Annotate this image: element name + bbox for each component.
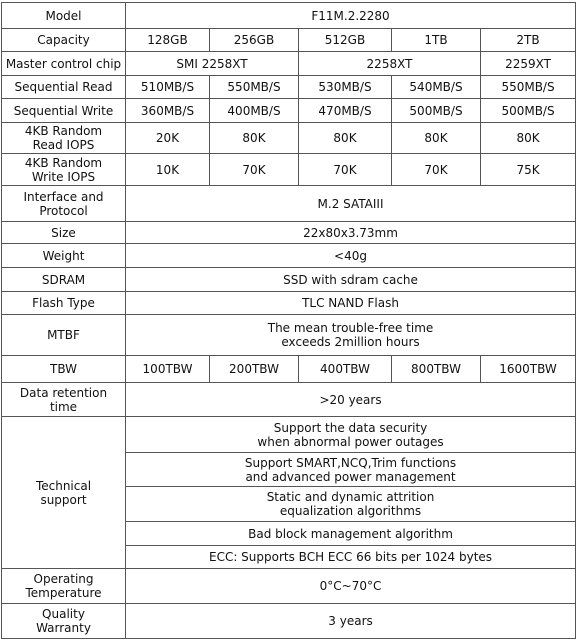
label-tech: Technical support	[2, 417, 126, 569]
row-tech-1	[2, 417, 576, 453]
tech-item: ECC: Supports BCH ECC 66 bits per 1024 bytes	[126, 546, 576, 569]
seq-write-cell: 470MB/S	[299, 99, 392, 123]
label-controller: Master control chip	[2, 52, 126, 76]
label-weight: Weight	[2, 244, 126, 268]
controller-cell: 2259XT	[481, 52, 576, 76]
row-rand-write	[2, 154, 576, 186]
rand-write-cell: 70K	[299, 154, 392, 186]
rand-write-cell: 70K	[210, 154, 299, 186]
tbw-cell: 100TBW	[126, 356, 210, 383]
value-warranty: 3 years	[126, 604, 576, 639]
value-model: F11M.2.2280	[126, 3, 576, 29]
controller-cell: SMI 2258XT	[126, 52, 299, 76]
label-tbw: TBW	[2, 356, 126, 383]
row-tbw	[2, 356, 576, 383]
capacity-cell: 512GB	[299, 29, 392, 52]
seq-read-cell: 540MB/S	[392, 76, 481, 99]
value-flash: TLC NAND Flash	[126, 292, 576, 315]
tech-item: Support SMART,NCQ,Trim functions and advanced power management	[126, 453, 576, 487]
controller-cell: 2258XT	[299, 52, 481, 76]
row-rand-read	[2, 123, 576, 154]
value-sdram: SSD with sdram cache	[126, 268, 576, 292]
label-model: Model	[2, 3, 126, 29]
row-temp	[2, 569, 576, 604]
tech-item: Static and dynamic attrition equalization algorithms	[126, 487, 576, 522]
row-warranty	[2, 604, 576, 639]
label-sdram: SDRAM	[2, 268, 126, 292]
row-sdram	[2, 268, 576, 292]
rand-read-cell: 80K	[392, 123, 481, 154]
value-weight: <40g	[126, 244, 576, 268]
label-flash: Flash Type	[2, 292, 126, 315]
seq-read-cell: 550MB/S	[210, 76, 299, 99]
row-retention	[2, 383, 576, 417]
label-seq-read: Sequential Read	[2, 76, 126, 99]
label-interface: Interface and Protocol	[2, 186, 126, 222]
tbw-cell: 800TBW	[392, 356, 481, 383]
tech-item: Support the data security when abnormal power outages	[126, 417, 576, 453]
value-size: 22x80x3.73mm	[126, 222, 576, 244]
row-controller	[2, 52, 576, 76]
label-seq-write: Sequential Write	[2, 99, 126, 123]
row-seq-read	[2, 76, 576, 99]
rand-write-cell: 70K	[392, 154, 481, 186]
label-size: Size	[2, 222, 126, 244]
seq-read-cell: 550MB/S	[481, 76, 576, 99]
row-weight	[2, 244, 576, 268]
tbw-cell: 200TBW	[210, 356, 299, 383]
value-temp: 0°C~70°C	[126, 569, 576, 604]
rand-read-cell: 80K	[481, 123, 576, 154]
seq-read-cell: 510MB/S	[126, 76, 210, 99]
label-rand-write: 4KB Random Write IOPS	[2, 154, 126, 186]
label-capacity: Capacity	[2, 29, 126, 52]
rand-read-cell: 80K	[210, 123, 299, 154]
label-warranty: Quality Warranty	[2, 604, 126, 639]
tech-item: Bad block management algorithm	[126, 522, 576, 546]
value-mtbf: The mean trouble-free time exceeds 2million hours	[126, 315, 576, 356]
label-mtbf: MTBF	[2, 315, 126, 356]
spec-table	[1, 2, 576, 639]
rand-read-cell: 80K	[299, 123, 392, 154]
seq-write-cell: 500MB/S	[481, 99, 576, 123]
row-seq-write	[2, 99, 576, 123]
tbw-cell: 400TBW	[299, 356, 392, 383]
capacity-cell: 256GB	[210, 29, 299, 52]
label-retention: Data retention time	[2, 383, 126, 417]
seq-write-cell: 400MB/S	[210, 99, 299, 123]
rand-write-cell: 75K	[481, 154, 576, 186]
tbw-cell: 1600TBW	[481, 356, 576, 383]
capacity-cell: 1TB	[392, 29, 481, 52]
rand-write-cell: 10K	[126, 154, 210, 186]
label-rand-read: 4KB Random Read IOPS	[2, 123, 126, 154]
row-model	[2, 3, 576, 29]
label-temp: Operating Temperature	[2, 569, 126, 604]
capacity-cell: 2TB	[481, 29, 576, 52]
row-interface	[2, 186, 576, 222]
value-interface: M.2 SATAIII	[126, 186, 576, 222]
seq-write-cell: 500MB/S	[392, 99, 481, 123]
row-capacity	[2, 29, 576, 52]
rand-read-cell: 20K	[126, 123, 210, 154]
row-size	[2, 222, 576, 244]
row-flash	[2, 292, 576, 315]
seq-write-cell: 360MB/S	[126, 99, 210, 123]
capacity-cell: 128GB	[126, 29, 210, 52]
row-mtbf	[2, 315, 576, 356]
seq-read-cell: 530MB/S	[299, 76, 392, 99]
value-retention: >20 years	[126, 383, 576, 417]
